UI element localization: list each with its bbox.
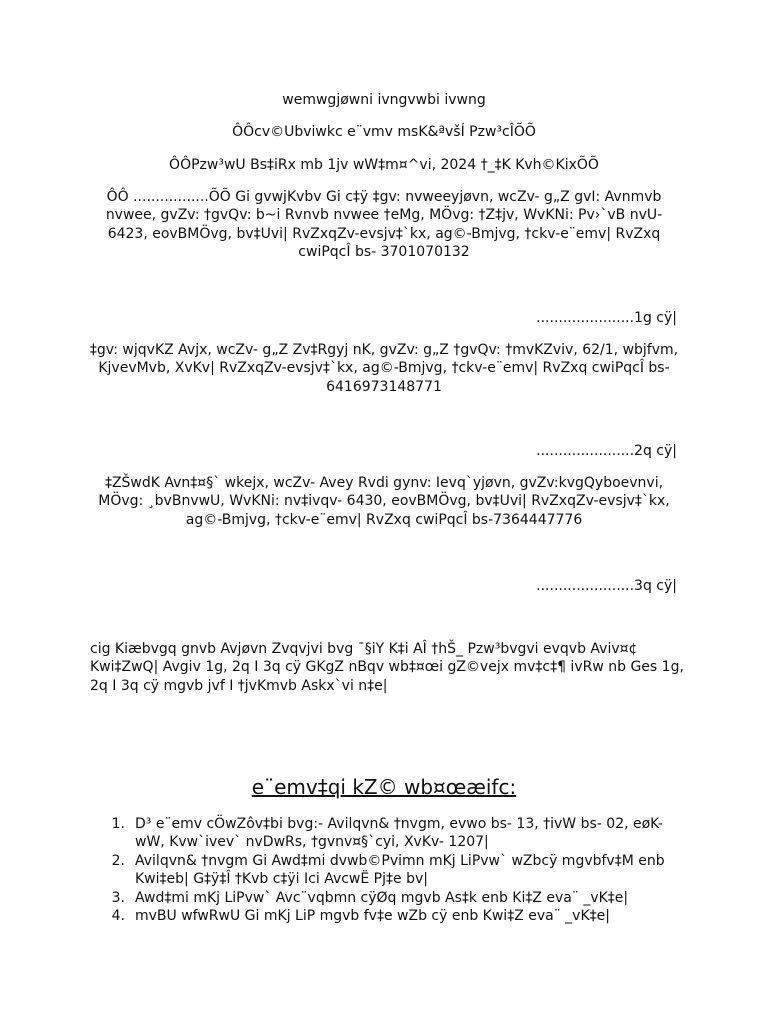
- paragraph-line: ‡gv: wjqvKZ Avjx, wcZv- g„Z Zv‡Rgyj nK, gvZv: g„Z †gvQv: †mvKZviv, 62/1, wbjfvm,: [89, 341, 679, 358]
- paragraph-line: MÖvg: ¸bvBnvwU, WvKNi: nv‡ivqv- 6430, eovBMÖvg, bv‡Uvi| RvZxqZv-evsjv‡`kx,: [98, 493, 670, 510]
- paragraph-line: cig Kiæbvgq gnvb Avjøvn Zvqvjvi bvg ¯§iY K‡i AÎ †hŠ_ Pzw³bvgvi evqvb Aviv¤¢: [90, 640, 638, 657]
- list-item: [100, 815, 665, 852]
- party3-label: ......................3q cÿ|: [536, 577, 677, 594]
- list-item-text: [135, 852, 665, 889]
- party1-label: ......................1g cÿ|: [536, 309, 677, 326]
- preamble-paragraph: [90, 640, 684, 696]
- paragraph-line: 6423, eovBMÖvg, bv‡Uvi| RvZxqZv-evsjv‡`kx, ag©-Bmjvg, †ckv-e¨emv| RvZxq: [107, 225, 661, 242]
- paragraph-line: ag©-Bmjvg, †ckv-e¨emv| RvZxq cwiPqcÎ bs-7364447776: [185, 511, 583, 528]
- list-item: [100, 907, 665, 926]
- list-item-line: Avilqvn& †nvgm Gi Awd‡mi dvwb©Pvimn mKj LiPvw` wZbcÿ mgvbfv‡M enb: [135, 852, 665, 869]
- list-item-text: [135, 889, 628, 908]
- party3-details: [0, 474, 768, 530]
- list-item-line: Kwi‡eb| G‡ÿ‡Î †Kvb c‡ÿi Ici AvcwË Pj‡e bv|: [135, 871, 428, 888]
- list-item-line: D³ e¨emv cÖwZôv‡bi bvg:- Avilqvn& †nvgm, evwo bs- 13, †ivW bs- 02, eøK-: [135, 815, 663, 832]
- list-item-number: 1.: [111, 815, 125, 832]
- list-item-text: [135, 815, 663, 852]
- paragraph-line: ÔÔ .................ÕÕ Gi gvwjKvbv Gi c‡ÿ ‡gv: nvweeyjøvn, wcZv- g„Z gvI: Avnmvb: [106, 188, 662, 205]
- list-item-line: Awd‡mi mKj LiPvw` Avc¨vqbmn cÿØq mgvb As‡k enb Ki‡Z eva¨ _vK‡e|: [135, 889, 629, 906]
- list-item-number: 3.: [111, 889, 125, 906]
- paragraph-line: 6416973148771: [326, 378, 442, 395]
- list-item-number: 2.: [111, 852, 125, 869]
- paragraph-line: ‡ZŠwdK Avn‡¤§` wkejx, wcZv- Avey Rvdi gynv: Ievq`yjøvn, gvZv:kvgQyboevnvi,: [104, 474, 664, 491]
- paragraph-line: nvwee, gvZv: †gvQv: b~i Rvnvb nvwee †eMg, MÖvg: †Z‡jv, WvKNi: Pv›`vB nvU-: [105, 207, 663, 224]
- document-date-line: ÔÔPzw³wU Bs‡iRx mb 1jv wW‡m¤^vi, 2024 †_‡K Kvh©KixÕÕ: [169, 156, 599, 173]
- party2-label: ......................2q cÿ|: [536, 442, 677, 459]
- terms-heading: e¨emv‡qi kZ© wb¤œæifc:: [251, 775, 517, 799]
- list-item: [100, 889, 665, 908]
- party1-details: [0, 188, 768, 262]
- list-item-text: [135, 907, 610, 926]
- paragraph-line: KjvevMvb, XvKv| RvZxqZv-evsjv‡`kx, ag©-Bmjvg, †ckv-e¨emv| RvZxq cwiPqcÎ bs-: [98, 360, 670, 377]
- paragraph-line: Kwi‡ZwQ| Avgiv 1g, 2q I 3q cÿ GKgZ nBqv wb‡¤œi gZ©vejx mv‡c‡¶ ivRw nb Ges 1g,: [90, 659, 684, 676]
- list-item-line: mvBU wfwRwU Gi mKj LiP mgvb fv‡e wZb cÿ enb Kwi‡Z eva¨ _vK‡e|: [135, 908, 610, 925]
- list-item: [100, 852, 665, 889]
- party2-details: [0, 341, 768, 397]
- list-item-line: wW, Kvw`ivev` nvDwRs, †gvnv¤§`cyi, XvKv- 1207|: [135, 834, 489, 851]
- terms-list: [100, 815, 665, 927]
- paragraph-line: cwiPqcÎ bs- 3701070132: [298, 244, 470, 261]
- list-item-number: 4.: [111, 908, 125, 925]
- paragraph-line: 2q I 3q cÿ mgvb jvf I †jvKmvb Askx`vi n‡e|: [90, 677, 388, 694]
- document-header-line: wemwgjøwni ivngvwbi ivwng: [282, 91, 486, 108]
- document-title: ÔÔcv©Ubviwkc e¨vmv msK&ªvšÍ Pzw³cÎÕÕ: [232, 123, 536, 140]
